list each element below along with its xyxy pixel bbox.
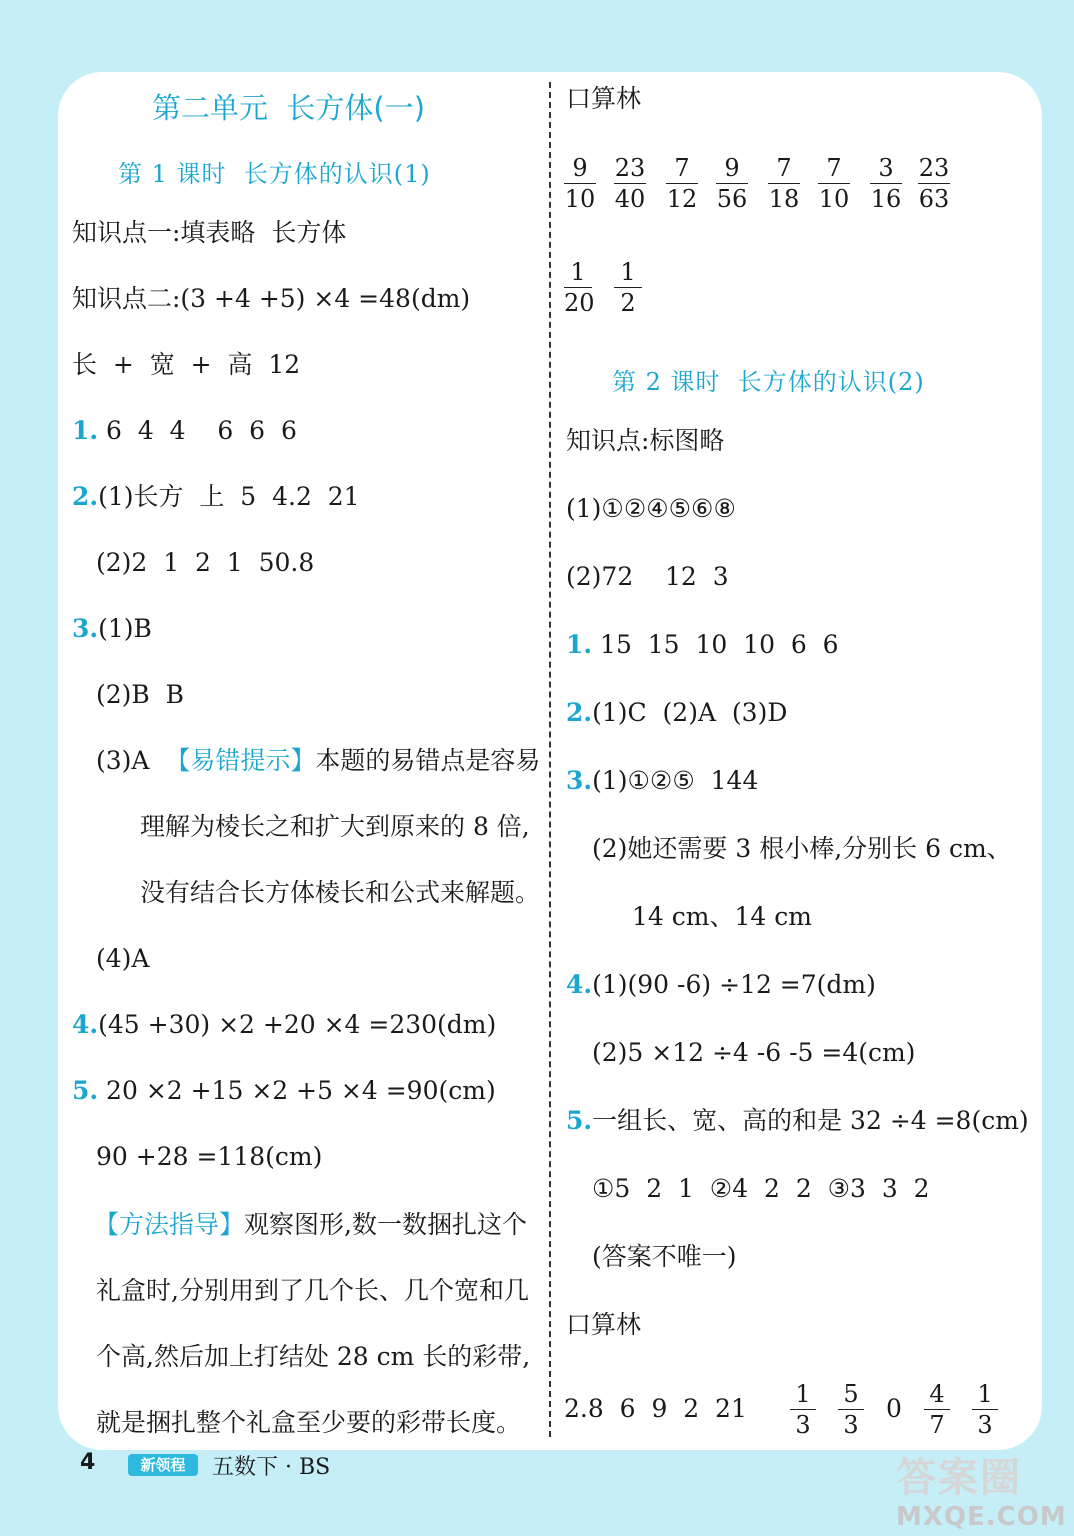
denominator: 7 bbox=[929, 1411, 945, 1439]
answer-text: (1)长方 上 5 4.2 21 bbox=[98, 482, 360, 511]
right-q4-part2: (2)5 ×12 ÷4 -6 -5 =4(cm) bbox=[592, 1038, 916, 1067]
numerator: 1 bbox=[570, 258, 586, 286]
q-number: 4. bbox=[72, 1010, 99, 1039]
fraction bbox=[924, 1380, 950, 1439]
denominator: 20 bbox=[564, 289, 595, 317]
denominator: 10 bbox=[564, 185, 596, 213]
fraction-bar bbox=[614, 287, 642, 288]
numerator: 1 bbox=[977, 1380, 993, 1408]
fraction-bar bbox=[870, 183, 902, 184]
answer-text: (1)C (2)A (3)D bbox=[592, 698, 788, 727]
numerator: 4 bbox=[929, 1380, 945, 1408]
fraction-bar bbox=[564, 183, 596, 184]
answer-text: 15 15 10 10 6 6 bbox=[592, 630, 839, 659]
left-q3-part3 bbox=[96, 746, 540, 776]
method-line4: 就是捆扎整个礼盒至少要的彩带长度。 bbox=[96, 1408, 522, 1437]
right-q1 bbox=[566, 630, 839, 660]
q-number: 2. bbox=[72, 482, 99, 511]
fraction-bar bbox=[918, 183, 950, 184]
method-line3: 个高,然后加上打结处 28 cm 长的彩带, bbox=[96, 1342, 531, 1371]
knowledge-point-2-line2: 长 + 宽 + 高 12 bbox=[72, 350, 301, 379]
fraction bbox=[918, 154, 950, 213]
unit-title: 第二单元 长方体(一) bbox=[152, 91, 426, 125]
denominator: 10 bbox=[818, 185, 850, 213]
fraction-bar bbox=[666, 183, 698, 184]
numerator: 7 bbox=[826, 154, 842, 182]
knowledge-point-1: 知识点一:填表略 长方体 bbox=[72, 218, 347, 247]
numerator: 9 bbox=[724, 154, 740, 182]
answer-text: (45 +30) ×2 +20 ×4 =230(dm) bbox=[98, 1010, 497, 1039]
fraction-bar bbox=[838, 1409, 864, 1410]
numerator: 23 bbox=[614, 154, 646, 182]
lesson2-title: 第 2 课时 长方体的认识(2) bbox=[612, 368, 925, 396]
fraction bbox=[838, 1380, 864, 1439]
fraction bbox=[870, 154, 902, 213]
q-number: 1. bbox=[72, 416, 99, 445]
q-number: 3. bbox=[566, 766, 593, 795]
numerator: 1 bbox=[795, 1380, 811, 1408]
left-q2 bbox=[72, 482, 360, 512]
method-guide bbox=[94, 1210, 527, 1240]
fraction-bar bbox=[716, 183, 748, 184]
left-q3-part2: (2)B B bbox=[96, 680, 185, 709]
q-number: 2. bbox=[566, 698, 593, 727]
right-q5 bbox=[566, 1106, 1029, 1136]
numerator: 9 bbox=[572, 154, 588, 182]
q-number: 4. bbox=[566, 970, 593, 999]
oral-calc-title-2: 口算林 bbox=[566, 1310, 642, 1339]
last-row-zero: 0 bbox=[886, 1394, 902, 1423]
fraction bbox=[716, 154, 748, 213]
right-q3-part2-line2: 14 cm、14 cm bbox=[632, 902, 812, 931]
numerator: 5 bbox=[843, 1380, 859, 1408]
answer-text: (3)A bbox=[96, 746, 166, 775]
answer-text: (1)(90 -6) ÷12 =7(dm) bbox=[592, 970, 876, 999]
tip-text: 观察图形,数一数捆扎这个 bbox=[244, 1210, 527, 1239]
denominator: 3 bbox=[795, 1411, 811, 1439]
fraction-bar bbox=[564, 287, 592, 288]
fraction-bar bbox=[768, 183, 800, 184]
left-q1 bbox=[72, 416, 297, 446]
denominator: 12 bbox=[666, 185, 698, 213]
fraction bbox=[614, 258, 642, 317]
book-label: 五数下 · BS bbox=[212, 1455, 331, 1480]
answer-text: (1)B bbox=[98, 614, 152, 643]
right-q3-part2: (2)她还需要 3 根小棒,分别长 6 cm、 bbox=[592, 834, 1012, 863]
watermark-url: MXQE.COM bbox=[896, 1502, 1067, 1532]
page-number: 4 bbox=[80, 1450, 96, 1475]
q-number: 5. bbox=[566, 1106, 593, 1135]
knowledge-point-part2: (2)72 12 3 bbox=[566, 562, 729, 591]
knowledge-point-part1: (1)①②④⑤⑥⑧ bbox=[566, 494, 736, 523]
numerator: 7 bbox=[776, 154, 792, 182]
q-number: 1. bbox=[566, 630, 593, 659]
fraction bbox=[768, 154, 800, 213]
last-row-plain: 2.8 6 9 2 21 bbox=[564, 1394, 747, 1423]
fraction bbox=[972, 1380, 998, 1439]
answer-text: 一组长、宽、高的和是 32 ÷4 =8(cm) bbox=[592, 1106, 1029, 1135]
watermark-logo: 答案圈 bbox=[896, 1455, 1022, 1501]
answer-text: (1)①②⑤ 144 bbox=[592, 766, 759, 795]
denominator: 3 bbox=[843, 1411, 859, 1439]
left-q5 bbox=[72, 1076, 496, 1106]
fraction bbox=[790, 1380, 816, 1439]
right-q4 bbox=[566, 970, 876, 1000]
fraction bbox=[614, 154, 646, 213]
fraction-bar bbox=[614, 183, 646, 184]
right-q2 bbox=[566, 698, 787, 728]
left-q3-part4: (4)A bbox=[96, 944, 150, 973]
right-q5-part2: ①5 2 1 ②4 2 2 ③3 3 2 bbox=[592, 1174, 930, 1203]
lesson1-title: 第 1 课时 长方体的认识(1) bbox=[118, 160, 431, 188]
left-q3-tip-line2: 理解为棱长之和扩大到原来的 8 倍, bbox=[140, 812, 530, 841]
right-q3 bbox=[566, 766, 758, 796]
method-tip-label: 【方法指导】 bbox=[94, 1210, 245, 1239]
fraction bbox=[564, 258, 595, 317]
numerator: 7 bbox=[674, 154, 690, 182]
publisher-logo: 新领程 bbox=[128, 1454, 198, 1476]
error-tip-label: 【易错提示】 bbox=[165, 746, 316, 775]
method-line2: 礼盒时,分别用到了几个长、几个宽和几 bbox=[96, 1276, 529, 1305]
q-number: 3. bbox=[72, 614, 99, 643]
left-q5-part2: 90 +28 =118(cm) bbox=[96, 1142, 323, 1171]
denominator: 40 bbox=[614, 185, 646, 213]
right-q5-part3: (答案不唯一) bbox=[592, 1242, 737, 1271]
answer-text: 6 4 4 6 6 6 bbox=[98, 416, 297, 445]
column-divider bbox=[549, 82, 551, 1437]
denominator: 18 bbox=[768, 185, 800, 213]
knowledge-point: 知识点:标图略 bbox=[566, 426, 725, 455]
left-q2-part2: (2)2 1 2 1 50.8 bbox=[96, 548, 315, 577]
fraction bbox=[818, 154, 850, 213]
denominator: 63 bbox=[918, 185, 950, 213]
left-q3-tip-line3: 没有结合长方体棱长和公式来解题。 bbox=[140, 878, 541, 907]
left-q4 bbox=[72, 1010, 496, 1040]
numerator: 3 bbox=[878, 154, 894, 182]
denominator: 16 bbox=[870, 185, 902, 213]
numerator: 1 bbox=[620, 258, 636, 286]
q-number: 5. bbox=[72, 1076, 99, 1105]
fraction-bar bbox=[972, 1409, 998, 1410]
answer-text: 20 ×2 +15 ×2 +5 ×4 =90(cm) bbox=[98, 1076, 496, 1105]
oral-calc-title-1: 口算林 bbox=[566, 84, 642, 113]
fraction-bar bbox=[924, 1409, 950, 1410]
left-q3 bbox=[72, 614, 152, 644]
fraction-bar bbox=[790, 1409, 816, 1410]
tip-text: 本题的易错点是容易 bbox=[315, 746, 541, 775]
numerator: 23 bbox=[918, 154, 950, 182]
fraction-bar bbox=[818, 183, 850, 184]
denominator: 2 bbox=[620, 289, 636, 317]
denominator: 56 bbox=[716, 185, 748, 213]
knowledge-point-2: 知识点二:(3 +4 +5) ×4 =48(dm) bbox=[72, 284, 471, 313]
denominator: 3 bbox=[977, 1411, 993, 1439]
fraction bbox=[564, 154, 596, 213]
fraction bbox=[666, 154, 698, 213]
